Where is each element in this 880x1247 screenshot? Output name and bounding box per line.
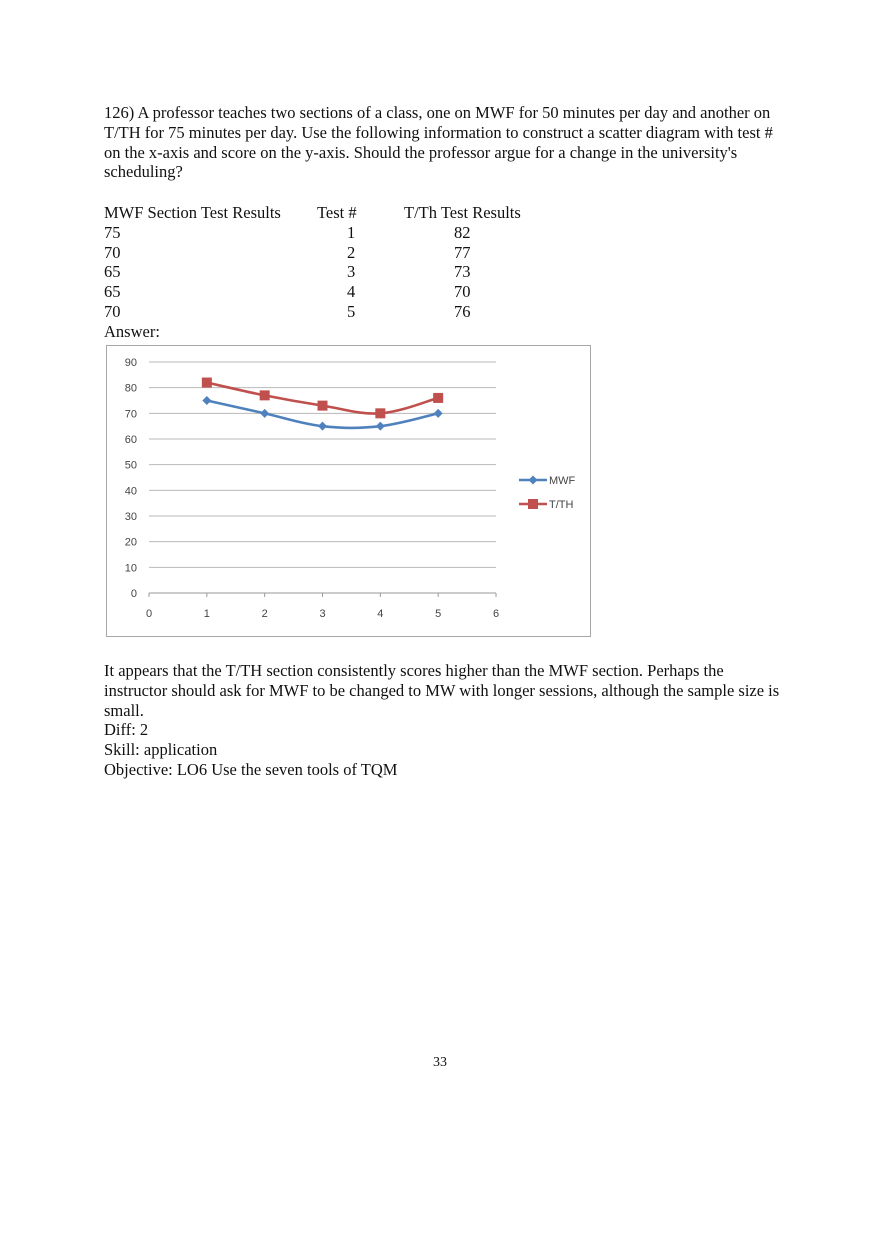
cell-mwf: 65	[104, 262, 121, 282]
header-mwf: MWF Section Test Results	[104, 203, 281, 222]
answer-label: Answer:	[104, 322, 160, 341]
data-point-mwf	[202, 396, 211, 405]
y-tick-label: 90	[124, 357, 137, 369]
data-point-t-th	[433, 393, 443, 403]
cell-tth: 73	[454, 262, 471, 282]
x-tick-label: 0	[145, 608, 153, 620]
legend-label-mwf: MWF	[549, 475, 576, 487]
chart-canvas	[107, 346, 592, 638]
y-tick-label: 50	[124, 459, 137, 472]
cell-test: 4	[347, 282, 356, 302]
cell-mwf: 65	[104, 282, 121, 302]
objective: Objective: LO6 Use the seven tools of TQM	[104, 759, 398, 779]
y-tick-label: 70	[124, 408, 137, 421]
skill: Skill: application	[104, 739, 218, 759]
cell-test: 3	[347, 262, 356, 282]
cell-tth: 77	[454, 242, 471, 262]
cell-mwf: 70	[104, 301, 121, 321]
y-tick-label: 20	[124, 536, 137, 549]
data-point-t-th	[318, 401, 328, 411]
y-tick-label: 40	[124, 485, 137, 498]
x-tick-label: 4	[377, 608, 384, 620]
table-row	[104, 243, 604, 263]
legend-marker-mwf	[529, 476, 538, 485]
cell-test: 5	[347, 301, 356, 321]
data-point-t-th	[260, 390, 270, 400]
x-tick-label: 2	[261, 608, 268, 620]
cell-test: 2	[347, 242, 356, 262]
legend-label-t-th: T/TH	[549, 499, 574, 511]
y-tick-label: 10	[124, 562, 137, 575]
cell-mwf: 70	[104, 242, 121, 262]
question-metadata	[104, 720, 784, 779]
legend-marker-t-th	[528, 499, 538, 509]
cell-tth: 82	[454, 222, 471, 242]
question-text: 126) A professor teaches two sections of a class, one on MWF for 50 minutes per day and another on T/TH for 75 minutes per day. Use the following information to construct a scatter diagram with test # on the x-axis and score on the y-axis. Should the professor argue for a change in the university's scheduling?	[104, 103, 773, 182]
answer-explanation: It appears that the T/TH section consistently scores higher than the MWF section. Perhaps the instructor should ask for MWF to be changed to MW with longer sessions, although the sample size is small.	[104, 661, 780, 720]
data-point-mwf	[260, 409, 269, 418]
x-tick-label: 1	[203, 608, 210, 620]
data-point-mwf	[434, 409, 443, 418]
cell-tth: 76	[454, 301, 471, 321]
cell-mwf: 75	[104, 222, 121, 242]
x-tick-label: 6	[492, 608, 500, 620]
x-tick-label: 3	[319, 608, 326, 620]
cell-test: 1	[347, 222, 356, 242]
table-row	[104, 302, 604, 322]
y-tick-label: 0	[130, 588, 137, 600]
header-tth: T/Th Test Results	[404, 203, 521, 222]
x-tick-label: 5	[435, 608, 442, 620]
data-point-mwf	[318, 422, 327, 431]
data-point-t-th	[202, 378, 212, 388]
table-row	[104, 262, 604, 282]
cell-tth: 70	[454, 282, 471, 302]
data-point-t-th	[375, 408, 385, 418]
table-row	[104, 282, 604, 302]
data-point-mwf	[376, 422, 385, 431]
y-tick-label: 30	[124, 511, 137, 523]
y-tick-label: 60	[124, 434, 137, 446]
table-row	[104, 223, 604, 243]
difficulty: Diff: 2	[104, 720, 149, 739]
header-test-number: Test #	[317, 203, 357, 222]
test-results-table	[104, 203, 604, 322]
table-header-row	[104, 203, 604, 223]
scatter-chart	[106, 345, 591, 637]
page-number: 33	[433, 1055, 447, 1070]
y-tick-label: 80	[124, 382, 137, 395]
